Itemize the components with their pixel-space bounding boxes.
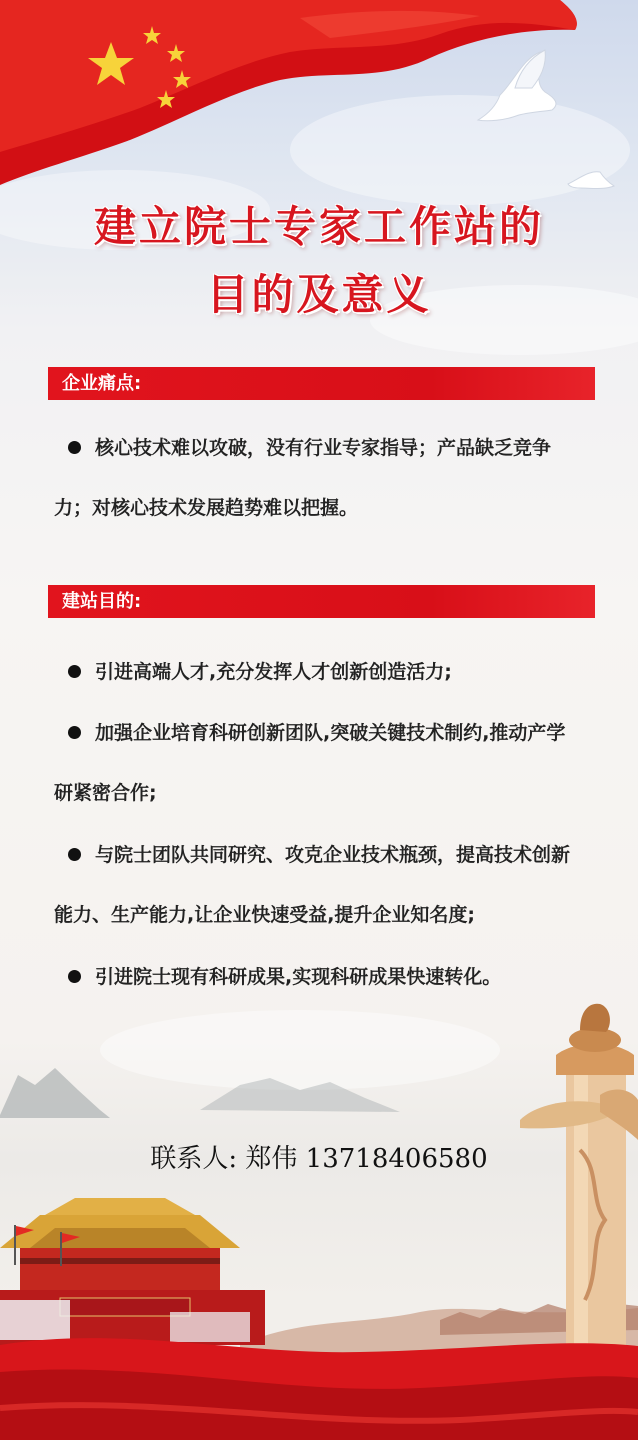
pain-points-item (54, 418, 584, 538)
purpose-item-2-text: 加强企业培育科研创新团队,突破关键技术制约,推动产学研紧密合作; (54, 722, 566, 804)
contact-name: 郑伟 (245, 1144, 298, 1174)
bullet-icon (68, 848, 81, 861)
purpose-item-4-text: 引进院士现有科研成果,实现科研成果快速转化。 (95, 966, 502, 988)
pain-points-text: 核心技术难以攻破，没有行业专家指导；产品缺乏竞争力；对核心技术发展趋势难以把握。 (54, 437, 552, 519)
bullet-icon (68, 441, 81, 454)
tiananmen-gate-icon (0, 1198, 265, 1345)
bullet-icon (68, 665, 81, 678)
huabiao-pillar-icon (520, 1004, 638, 1360)
purpose-item-1 (54, 642, 584, 702)
contact-line (0, 1138, 638, 1175)
purpose-item-3 (54, 825, 584, 945)
purpose-item-3-text: 与院士团队共同研究、攻克企业技术瓶颈，提高技术创新能力、生产能力,让企业快速受益,提升企业知名度; (54, 844, 571, 926)
bullet-icon (68, 726, 81, 739)
bullet-icon (68, 970, 81, 983)
purpose-heading: 建站目的: (48, 585, 595, 618)
poster-title-line1: 建立院士专家工作站的 (93, 202, 544, 251)
poster-title-line2: 目的及意义 (206, 270, 432, 319)
pain-points-heading: 企业痛点: (48, 367, 595, 400)
contact-label: 联系人: (150, 1144, 238, 1174)
purpose-item-4 (54, 947, 584, 1007)
contact-phone[interactable]: 13718406580 (305, 1144, 488, 1174)
purpose-item-2 (54, 703, 584, 823)
ribbon-icon (0, 1338, 638, 1440)
purpose-item-1-text: 引进高端人才,充分发挥人才创新创造活力; (95, 661, 452, 683)
